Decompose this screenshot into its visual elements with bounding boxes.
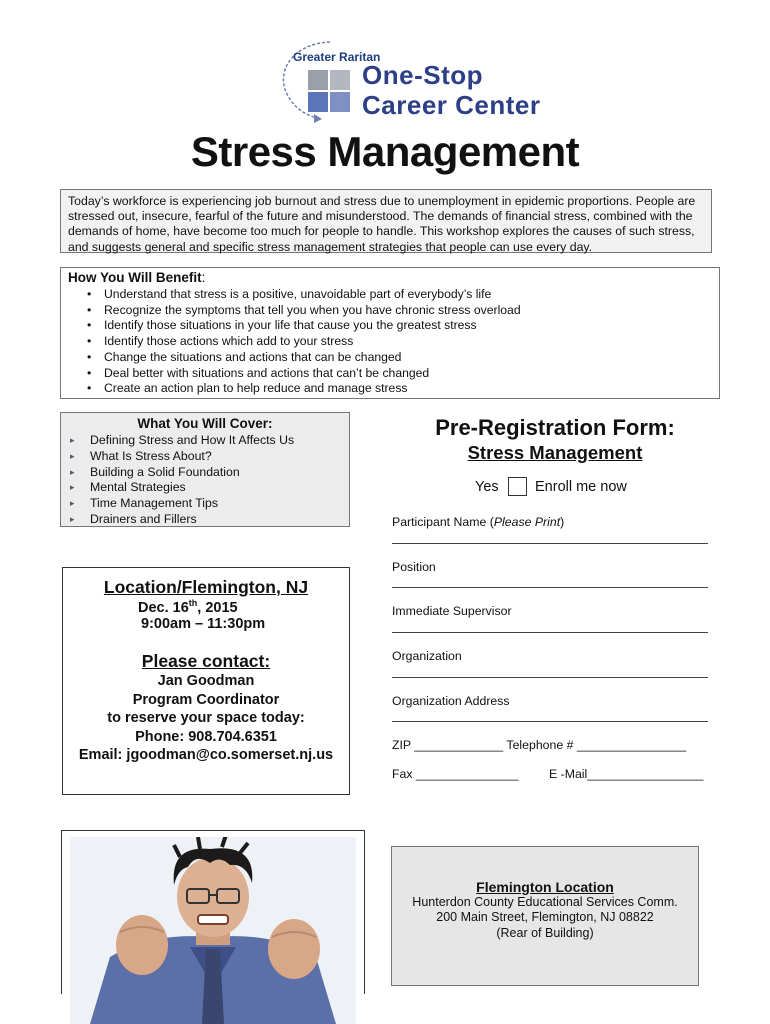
contact-heading: Please contact: <box>141 651 271 671</box>
supervisor-label: Immediate Supervisor <box>392 604 512 618</box>
organization-address-label: Organization Address <box>392 694 510 708</box>
flemington-heading: Flemington Location <box>476 879 614 895</box>
benefit-item: • Change the situations and actions that can be changed <box>104 350 712 366</box>
benefit-item: • Identify those situations in your life that cause you the greatest stress <box>104 318 712 334</box>
cover-item: ▸ Mental Strategies <box>90 480 341 496</box>
contact-phone: Phone: 908.704.6351 <box>135 728 277 745</box>
yes-label: Yes <box>475 479 499 495</box>
benefit-item: • Understand that stress is a positive, unavoidable part of everybody’s life <box>104 287 712 303</box>
flemington-line-1: Hunterdon County Educational Services Comm. <box>412 895 678 909</box>
benefit-item: • Deal better with situations and actions that can’t be changed <box>104 366 712 382</box>
benefit-item: • Recognize the symptoms that tell you when you have chronic stress overload <box>104 303 712 319</box>
cover-item: ▸ Time Management Tips <box>90 496 341 512</box>
cover-heading: What You Will Cover: <box>137 416 273 431</box>
flemington-line-3: (Rear of Building) <box>496 925 594 940</box>
organization-label: Organization <box>392 649 462 663</box>
enroll-label: Enroll me now <box>535 479 627 495</box>
flemington-location-box <box>391 846 699 986</box>
organization-address-field[interactable] <box>392 721 708 722</box>
page-title: Stress Management <box>190 128 580 175</box>
contact-name: Jan Goodman <box>157 673 255 689</box>
stressed-man-photo <box>70 837 356 1024</box>
position-label: Position <box>392 560 436 574</box>
form-subheading: Stress Management <box>467 442 643 463</box>
form-heading: Pre-Registration Form: <box>435 415 675 440</box>
event-time: 9:00am – 11:30pm <box>141 616 266 632</box>
contact-email: Email: jgoodman@co.somerset.nj.us <box>78 747 334 763</box>
zip-telephone-field[interactable]: ZIP _____________ Telephone # ________________ <box>392 738 687 752</box>
contact-title: Program Coordinator <box>132 691 280 708</box>
benefit-heading: How You Will Benefit: <box>68 270 206 285</box>
organization-field[interactable] <box>392 677 708 678</box>
benefit-box <box>60 267 720 399</box>
participant-name-label: Participant Name (Please Print) <box>392 515 565 529</box>
supervisor-field[interactable] <box>392 632 708 633</box>
event-date: Dec. 16th, 2015 <box>138 598 238 616</box>
cover-item: ▸ Drainers and Fillers <box>90 512 341 528</box>
cover-item: ▸ Defining Stress and How It Affects Us <box>90 433 341 449</box>
email-field[interactable]: E -Mail_________________ <box>549 767 704 781</box>
logo-line-career-center: Career Center <box>362 90 541 120</box>
flemington-line-2: 200 Main Street, Flemington, NJ 08822 <box>436 910 654 925</box>
cover-box <box>60 412 350 527</box>
contact-details <box>63 672 349 765</box>
location-heading: Location/Flemington, NJ <box>103 577 309 597</box>
contact-note: to reserve your space today: <box>107 710 305 726</box>
benefit-item: • Identify those actions which add to your stress <box>104 334 712 350</box>
cover-item: ▸ What Is Stress About? <box>90 449 341 465</box>
benefit-item: • Create an action plan to help reduce and manage stress <box>104 381 712 397</box>
intro-paragraph: Today’s workforce is experiencing job burnout and stress due to unemployment in epidemic proportions. People are stressed out, insecure, fearful of the future and misunderstood. The demands of financial stress, combined with the demands of home, have become too much for people to handle. This workshop explores the causes of such stress, and suggests general and specific stress management strategies that people can use every day. <box>60 189 712 253</box>
cover-item: ▸ Building a Solid Foundation <box>90 465 341 481</box>
participant-name-field[interactable] <box>392 543 708 544</box>
fax-field[interactable]: Fax _______________ <box>392 767 519 781</box>
benefit-list <box>68 287 712 397</box>
location-contact-box <box>62 567 350 795</box>
logo-top-text: Greater Raritan <box>293 50 381 64</box>
cover-list <box>69 433 341 528</box>
logo-line-one-stop: One-Stop <box>362 60 483 90</box>
enroll-checkbox[interactable] <box>508 477 527 496</box>
position-field[interactable] <box>392 587 708 588</box>
